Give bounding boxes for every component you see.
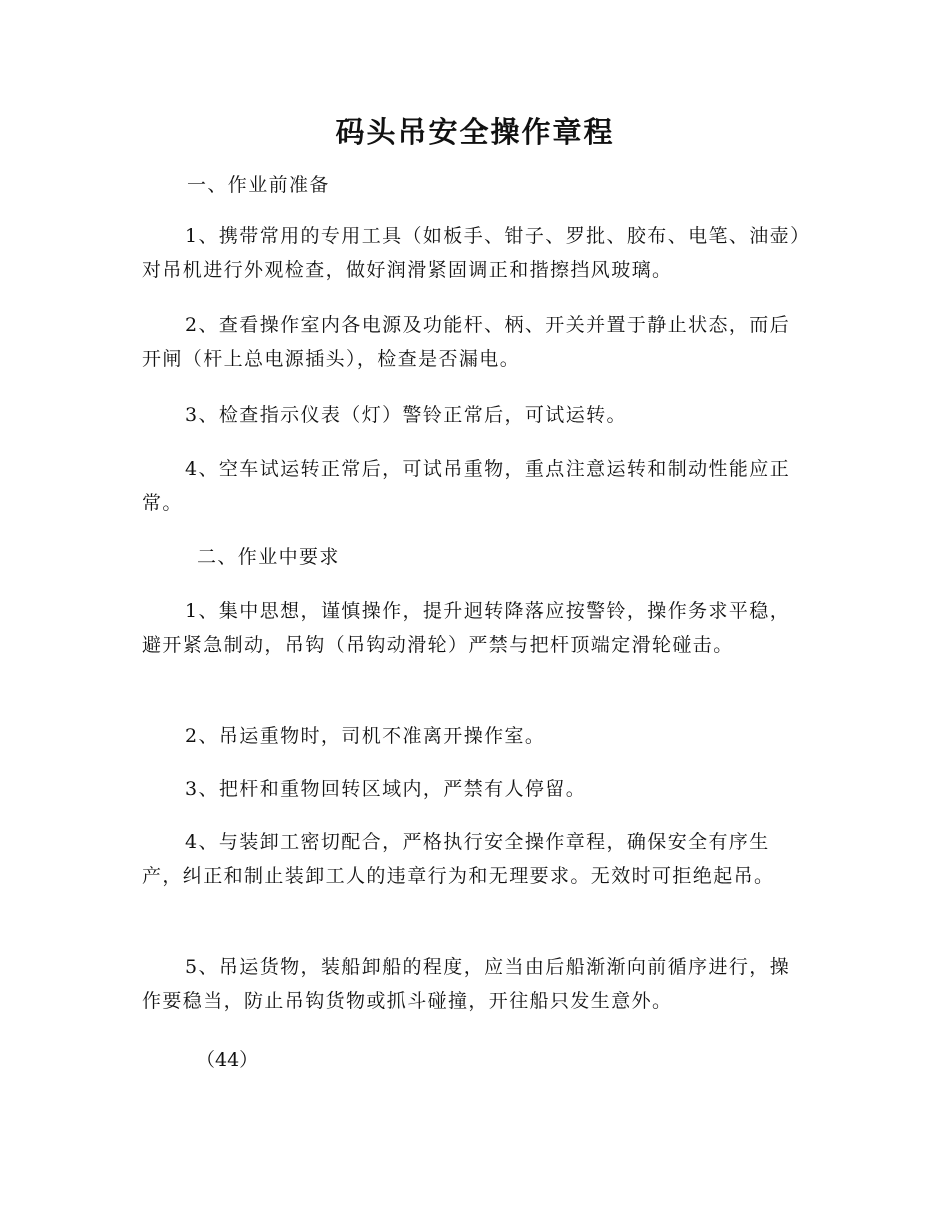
section-heading-1: 一、作业前准备 — [187, 174, 330, 196]
paragraph-1-2: 2、查看操作室内各电源及功能杆、柄、开关并置于静止状态，而后开闸（杆上总电源插头），检查是否漏电。 — [142, 314, 791, 370]
page-number: （44） — [196, 1049, 259, 1071]
paragraph-2-2: 2、吊运重物时，司机不准离开操作室。 — [185, 725, 546, 747]
paragraph-2-5: 5、吊运货物，装船卸船的程度，应当由后船渐渐向前循序进行，操作要稳当，防止吊钩货物或抓斗碰撞，开往船只发生意外。 — [142, 956, 791, 1012]
paragraph-2-4: 4、与装卸工密切配合，严格执行安全操作章程，确保安全有序生产，纠正和制止装卸工人的违章行为和无理要求。无效时可拒绝起吊。 — [142, 831, 775, 887]
paragraph-2-1: 1、集中思想，谨慎操作，提升迥转降落应按警铃，操作务求平稳，避开紧急制动，吊钩（吊钩动滑轮）严禁与把杆顶端定滑轮碰击。 — [142, 600, 791, 656]
document-title: 码头吊安全操作章程 — [335, 115, 615, 149]
paragraph-1-1: 1、携带常用的专用工具（如板手、钳子、罗批、胶布、电笔、油壶）对吊机进行外观检查，做好润滑紧固调正和揩擦挡风玻璃。 — [142, 225, 801, 281]
section-heading-2: 二、作业中要求 — [197, 546, 340, 568]
paragraph-1-3: 3、检查指示仪表（灯）警铃正常后，可试运转。 — [185, 404, 627, 426]
paragraph-1-4: 4、空车试运转正常后，可试吊重物，重点注意运转和制动性能应正常。 — [142, 458, 791, 514]
paragraph-2-3: 3、把杆和重物回转区域内，严禁有人停留。 — [185, 778, 587, 800]
